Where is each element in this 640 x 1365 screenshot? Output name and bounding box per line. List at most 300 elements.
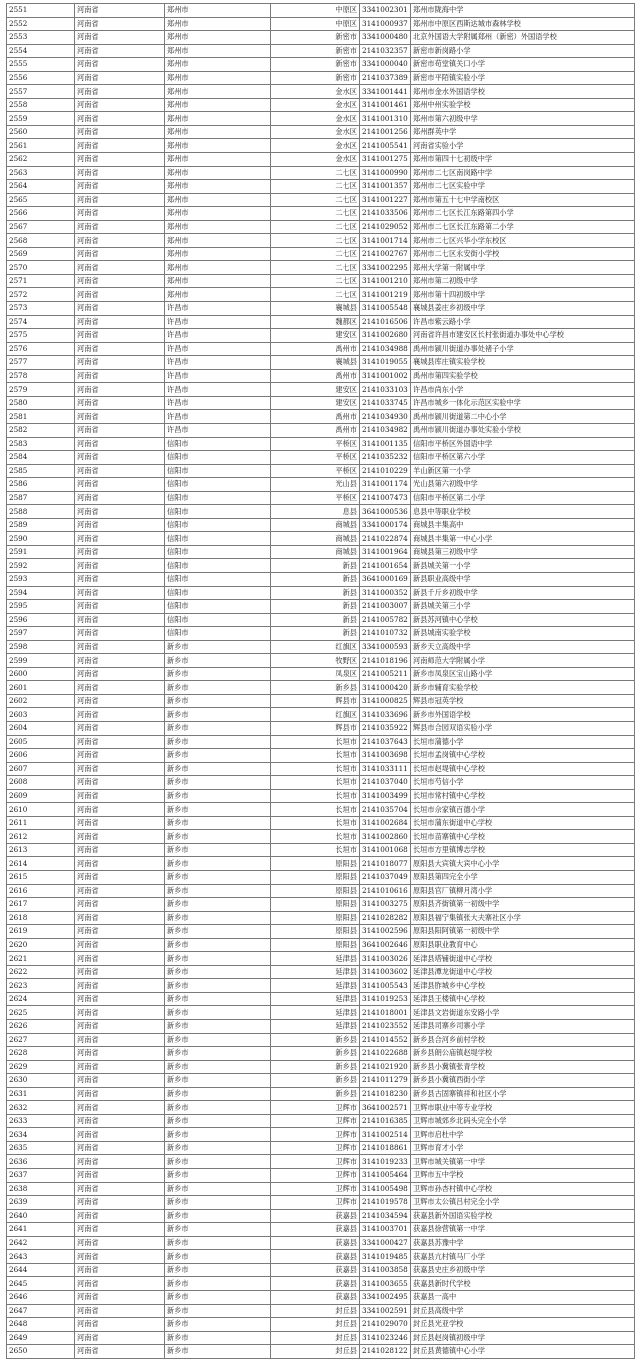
school-name-cell: 新乡县小冀镇张青学校: [411, 1060, 635, 1074]
row-number-cell: 2602: [7, 694, 75, 708]
province-cell: 河南省: [75, 600, 165, 614]
district-cell: 商城县: [271, 545, 360, 559]
district-cell: 二七区: [271, 180, 360, 194]
school-code-cell: 3141002596: [360, 925, 411, 939]
district-cell: 红旗区: [271, 708, 360, 722]
district-cell: 二七区: [271, 247, 360, 261]
school-name-cell: 卫辉市职业中等专业学校: [411, 1101, 635, 1115]
table-row: [7, 965, 635, 979]
district-cell: 牧野区: [271, 654, 360, 668]
province-cell: 河南省: [75, 640, 165, 654]
row-number-cell: 2603: [7, 708, 75, 722]
school-name-cell: 新县城关第三小学: [411, 600, 635, 614]
table-row: [7, 1263, 635, 1277]
row-number-cell: 2574: [7, 315, 75, 329]
city-cell: 许昌市: [165, 342, 271, 356]
city-cell: 信阳市: [165, 572, 271, 586]
row-number-cell: 2556: [7, 71, 75, 85]
district-cell: 延津县: [271, 992, 360, 1006]
district-cell: 新密市: [271, 71, 360, 85]
province-cell: 河南省: [75, 1006, 165, 1020]
table-row: [7, 884, 635, 898]
school-name-cell: 卫辉市五中学校: [411, 1169, 635, 1183]
district-cell: 新县: [271, 613, 360, 627]
school-code-cell: 2141005541: [360, 139, 411, 153]
district-cell: 二七区: [271, 166, 360, 180]
school-name-cell: 郑州市第六初级中学: [411, 112, 635, 126]
school-code-cell: 3141005543: [360, 979, 411, 993]
row-number-cell: 2607: [7, 762, 75, 776]
province-cell: 河南省: [75, 274, 165, 288]
school-code-cell: 3341000480: [360, 31, 411, 45]
row-number-cell: 2632: [7, 1101, 75, 1115]
city-cell: 新乡市: [165, 640, 271, 654]
school-code-cell: 2141010616: [360, 884, 411, 898]
city-cell: 新乡市: [165, 776, 271, 790]
province-cell: 河南省: [75, 153, 165, 167]
table-row: [7, 518, 635, 532]
city-cell: 许昌市: [165, 396, 271, 410]
school-code-cell: 2141035232: [360, 451, 411, 465]
school-name-cell: 延津县潭龙街道中心学校: [411, 965, 635, 979]
table-row: [7, 1290, 635, 1304]
row-number-cell: 2633: [7, 1114, 75, 1128]
row-number-cell: 2643: [7, 1250, 75, 1264]
district-cell: 长垣市: [271, 776, 360, 790]
province-cell: 河南省: [75, 572, 165, 586]
province-cell: 河南省: [75, 1209, 165, 1223]
school-name-cell: 卫辉市城郊乡北码头完全小学: [411, 1114, 635, 1128]
school-name-cell: 长垣市佘家镇百德小学: [411, 803, 635, 817]
school-code-cell: 3341000593: [360, 640, 411, 654]
school-name-cell: 获嘉县新外国语实验学校: [411, 1209, 635, 1223]
province-cell: 河南省: [75, 17, 165, 31]
table-row: [7, 654, 635, 668]
school-code-cell: 2141005211: [360, 667, 411, 681]
table-row: [7, 803, 635, 817]
school-code-cell: 2141002767: [360, 247, 411, 261]
district-cell: 卫辉市: [271, 1155, 360, 1169]
city-cell: 新乡市: [165, 1033, 271, 1047]
province-cell: 河南省: [75, 979, 165, 993]
row-number-cell: 2637: [7, 1169, 75, 1183]
city-cell: 新乡市: [165, 1114, 271, 1128]
table-row: [7, 925, 635, 939]
school-name-cell: 卫辉市孙杏村镇中心学校: [411, 1182, 635, 1196]
school-name-cell: 禹州市颍川街道办事处实验小学校: [411, 423, 635, 437]
school-code-cell: 3141033111: [360, 762, 411, 776]
row-number-cell: 2606: [7, 749, 75, 763]
city-cell: 新乡市: [165, 816, 271, 830]
district-cell: 原阳县: [271, 925, 360, 939]
province-cell: 河南省: [75, 708, 165, 722]
city-cell: 新乡市: [165, 721, 271, 735]
city-cell: 郑州市: [165, 85, 271, 99]
city-cell: 郑州市: [165, 139, 271, 153]
province-cell: 河南省: [75, 4, 165, 18]
province-cell: 河南省: [75, 315, 165, 329]
school-code-cell: 3141001135: [360, 437, 411, 451]
row-number-cell: 2592: [7, 559, 75, 573]
row-number-cell: 2638: [7, 1182, 75, 1196]
school-code-cell: 3341001441: [360, 85, 411, 99]
school-code-cell: 2141018230: [360, 1087, 411, 1101]
district-cell: 长垣市: [271, 789, 360, 803]
row-number-cell: 2571: [7, 274, 75, 288]
table-row: [7, 112, 635, 126]
city-cell: 新乡市: [165, 1263, 271, 1277]
district-cell: 红旗区: [271, 640, 360, 654]
table-row: [7, 613, 635, 627]
city-cell: 新乡市: [165, 681, 271, 695]
city-cell: 新乡市: [165, 1196, 271, 1210]
school-name-cell: 郑州市二七区兴华小学东校区: [411, 234, 635, 248]
school-name-cell: 禹州市颍川街道办事处褚子小学: [411, 342, 635, 356]
district-cell: 卫辉市: [271, 1169, 360, 1183]
province-cell: 河南省: [75, 545, 165, 559]
province-cell: 河南省: [75, 1020, 165, 1034]
city-cell: 郑州市: [165, 180, 271, 194]
school-code-cell: 2141018077: [360, 857, 411, 871]
row-number-cell: 2609: [7, 789, 75, 803]
city-cell: 新乡市: [165, 1345, 271, 1359]
row-number-cell: 2644: [7, 1263, 75, 1277]
school-code-cell: 3141003602: [360, 965, 411, 979]
province-cell: 河南省: [75, 139, 165, 153]
school-name-cell: 封丘县黄德镇中心小学: [411, 1345, 635, 1359]
city-cell: 信阳市: [165, 532, 271, 546]
row-number-cell: 2624: [7, 992, 75, 1006]
school-code-cell: 2141019578: [360, 1196, 411, 1210]
province-cell: 河南省: [75, 613, 165, 627]
table-row: [7, 735, 635, 749]
school-name-cell: 长垣市孟岗镇中心学校: [411, 749, 635, 763]
school-code-cell: 2141029052: [360, 220, 411, 234]
province-cell: 河南省: [75, 505, 165, 519]
school-name-cell: 北京外国语大学附属郑州（新密）外国语学校: [411, 31, 635, 45]
school-code-cell: 2141034988: [360, 342, 411, 356]
province-cell: 河南省: [75, 532, 165, 546]
table-row: [7, 247, 635, 261]
school-name-cell: 卫辉市太公镇吕村完全小学: [411, 1196, 635, 1210]
province-cell: 河南省: [75, 166, 165, 180]
city-cell: 新乡市: [165, 1209, 271, 1223]
row-number-cell: 2611: [7, 816, 75, 830]
province-cell: 河南省: [75, 491, 165, 505]
row-number-cell: 2566: [7, 207, 75, 221]
table-row: [7, 952, 635, 966]
province-cell: 河南省: [75, 1101, 165, 1115]
row-number-cell: 2580: [7, 396, 75, 410]
school-code-cell: 2141037643: [360, 735, 411, 749]
table-row: [7, 437, 635, 451]
city-cell: 许昌市: [165, 383, 271, 397]
school-code-cell: 3141005498: [360, 1182, 411, 1196]
school-name-cell: 商城县丰集第一中心小学: [411, 532, 635, 546]
province-cell: 河南省: [75, 843, 165, 857]
school-name-cell: 新乡县合河乡前村学校: [411, 1033, 635, 1047]
city-cell: 新乡市: [165, 1020, 271, 1034]
table-row: [7, 586, 635, 600]
row-number-cell: 2559: [7, 112, 75, 126]
province-cell: 河南省: [75, 1047, 165, 1061]
province-cell: 河南省: [75, 1087, 165, 1101]
province-cell: 河南省: [75, 803, 165, 817]
school-code-cell: 3141001227: [360, 193, 411, 207]
table-row: [7, 234, 635, 248]
province-cell: 河南省: [75, 356, 165, 370]
city-cell: 信阳市: [165, 464, 271, 478]
city-cell: 新乡市: [165, 925, 271, 939]
school-name-cell: 许昌市紫云路小学: [411, 315, 635, 329]
city-cell: 新乡市: [165, 1331, 271, 1345]
city-cell: 信阳市: [165, 600, 271, 614]
city-cell: 郑州市: [165, 207, 271, 221]
school-code-cell: 2141010732: [360, 627, 411, 641]
city-cell: 郑州市: [165, 44, 271, 58]
school-code-cell: 2141011279: [360, 1074, 411, 1088]
district-cell: 辉县市: [271, 694, 360, 708]
city-cell: 新乡市: [165, 898, 271, 912]
school-name-cell: 卫辉市城关镇第一中学: [411, 1155, 635, 1169]
school-name-cell: 延津县司寨乡司寨小学: [411, 1020, 635, 1034]
city-cell: 郑州市: [165, 112, 271, 126]
school-name-cell: 封丘县赵岗镇初级中学: [411, 1331, 635, 1345]
row-number-cell: 2640: [7, 1209, 75, 1223]
city-cell: 郑州市: [165, 220, 271, 234]
school-name-cell: 禹州市第四实验学校: [411, 369, 635, 383]
city-cell: 郑州市: [165, 71, 271, 85]
city-cell: 郑州市: [165, 274, 271, 288]
row-number-cell: 2593: [7, 572, 75, 586]
row-number-cell: 2577: [7, 356, 75, 370]
table-row: [7, 572, 635, 586]
city-cell: 新乡市: [165, 1074, 271, 1088]
school-code-cell: 2141021920: [360, 1060, 411, 1074]
school-name-cell: 原阳县第四完全小学: [411, 871, 635, 885]
school-code-cell: 3141019485: [360, 1250, 411, 1264]
row-number-cell: 2587: [7, 491, 75, 505]
city-cell: 许昌市: [165, 410, 271, 424]
district-cell: 长垣市: [271, 735, 360, 749]
school-name-cell: 郑州市第五十七中学南校区: [411, 193, 635, 207]
table-row: [7, 749, 635, 763]
row-number-cell: 2628: [7, 1047, 75, 1061]
province-cell: 河南省: [75, 898, 165, 912]
province-cell: 河南省: [75, 247, 165, 261]
row-number-cell: 2562: [7, 153, 75, 167]
school-name-cell: 郑州市第二初级中学: [411, 274, 635, 288]
table-row: [7, 302, 635, 316]
school-code-cell: 2141003007: [360, 600, 411, 614]
province-cell: 河南省: [75, 1141, 165, 1155]
row-number-cell: 2594: [7, 586, 75, 600]
school-code-cell: 3341002591: [360, 1304, 411, 1318]
district-cell: 辉县市: [271, 721, 360, 735]
table-row: [7, 261, 635, 275]
school-code-cell: 2141035704: [360, 803, 411, 817]
province-cell: 河南省: [75, 1155, 165, 1169]
table-row: [7, 329, 635, 343]
district-cell: 金水区: [271, 139, 360, 153]
province-cell: 河南省: [75, 1128, 165, 1142]
table-row: [7, 776, 635, 790]
school-name-cell: 封丘县高级中学: [411, 1304, 635, 1318]
province-cell: 河南省: [75, 1250, 165, 1264]
table-row: [7, 1020, 635, 1034]
city-cell: 信阳市: [165, 613, 271, 627]
school-code-cell: 2141033506: [360, 207, 411, 221]
table-row: [7, 559, 635, 573]
city-cell: 信阳市: [165, 586, 271, 600]
district-cell: 长垣市: [271, 749, 360, 763]
table-row: [7, 1101, 635, 1115]
school-list-table: [6, 3, 635, 1359]
province-cell: 河南省: [75, 207, 165, 221]
city-cell: 郑州市: [165, 98, 271, 112]
city-cell: 新乡市: [165, 952, 271, 966]
school-name-cell: 郑州市第十四初级中学: [411, 288, 635, 302]
table-row: [7, 193, 635, 207]
province-cell: 河南省: [75, 234, 165, 248]
district-cell: 卫辉市: [271, 1101, 360, 1115]
district-cell: 获嘉县: [271, 1250, 360, 1264]
table-row: [7, 423, 635, 437]
school-name-cell: 获嘉县亢村镇马厂小学: [411, 1250, 635, 1264]
row-number-cell: 2613: [7, 843, 75, 857]
school-name-cell: 郑州市二七区南岗路中学: [411, 166, 635, 180]
table-row: [7, 1196, 635, 1210]
district-cell: 金水区: [271, 153, 360, 167]
province-cell: 河南省: [75, 1196, 165, 1210]
city-cell: 新乡市: [165, 1155, 271, 1169]
school-code-cell: 2141007473: [360, 491, 411, 505]
row-number-cell: 2551: [7, 4, 75, 18]
row-number-cell: 2560: [7, 125, 75, 139]
school-code-cell: 3141003701: [360, 1223, 411, 1237]
row-number-cell: 2554: [7, 44, 75, 58]
school-code-cell: 2141005782: [360, 613, 411, 627]
table-row: [7, 288, 635, 302]
row-number-cell: 2589: [7, 518, 75, 532]
province-cell: 河南省: [75, 193, 165, 207]
province-cell: 河南省: [75, 302, 165, 316]
school-code-cell: 3141033696: [360, 708, 411, 722]
school-code-cell: 3141001275: [360, 153, 411, 167]
school-code-cell: 3641002646: [360, 938, 411, 952]
row-number-cell: 2570: [7, 261, 75, 275]
school-code-cell: 3141001219: [360, 288, 411, 302]
row-number-cell: 2646: [7, 1290, 75, 1304]
province-cell: 河南省: [75, 925, 165, 939]
row-number-cell: 2650: [7, 1345, 75, 1359]
district-cell: 获嘉县: [271, 1236, 360, 1250]
school-code-cell: 3641002571: [360, 1101, 411, 1115]
table-row: [7, 600, 635, 614]
school-name-cell: 获嘉县一高中: [411, 1290, 635, 1304]
city-cell: 新乡市: [165, 1236, 271, 1250]
district-cell: 新乡县: [271, 1087, 360, 1101]
district-cell: 二七区: [271, 288, 360, 302]
city-cell: 新乡市: [165, 1182, 271, 1196]
school-name-cell: 获嘉县史庄乡初级中学: [411, 1263, 635, 1277]
province-cell: 河南省: [75, 451, 165, 465]
district-cell: 封丘县: [271, 1318, 360, 1332]
row-number-cell: 2639: [7, 1196, 75, 1210]
school-name-cell: 郑州中州实验学校: [411, 98, 635, 112]
school-code-cell: 2141023552: [360, 1020, 411, 1034]
row-number-cell: 2583: [7, 437, 75, 451]
table-row: [7, 1250, 635, 1264]
province-cell: 河南省: [75, 1277, 165, 1291]
school-name-cell: 长垣市方里镇博志学校: [411, 843, 635, 857]
province-cell: 河南省: [75, 871, 165, 885]
table-row: [7, 1033, 635, 1047]
city-cell: 信阳市: [165, 518, 271, 532]
school-code-cell: 3141000937: [360, 17, 411, 31]
city-cell: 郑州市: [165, 58, 271, 72]
district-cell: 凤泉区: [271, 667, 360, 681]
city-cell: 新乡市: [165, 884, 271, 898]
district-cell: 建安区: [271, 383, 360, 397]
school-code-cell: 3141003275: [360, 898, 411, 912]
table-row: [7, 451, 635, 465]
row-number-cell: 2614: [7, 857, 75, 871]
district-cell: 延津县: [271, 979, 360, 993]
province-cell: 河南省: [75, 1318, 165, 1332]
province-cell: 河南省: [75, 112, 165, 126]
province-cell: 河南省: [75, 31, 165, 45]
school-name-cell: 长垣市常村镇中心学校: [411, 789, 635, 803]
school-name-cell: 新乡县小冀镇西街小学: [411, 1074, 635, 1088]
district-cell: 长垣市: [271, 816, 360, 830]
school-code-cell: 3341002495: [360, 1290, 411, 1304]
province-cell: 河南省: [75, 1331, 165, 1345]
district-cell: 原阳县: [271, 884, 360, 898]
school-name-cell: 禹州市颍川街道第二中心小学: [411, 410, 635, 424]
school-code-cell: 2141037040: [360, 776, 411, 790]
table-row: [7, 356, 635, 370]
school-code-cell: 3141001461: [360, 98, 411, 112]
row-number-cell: 2576: [7, 342, 75, 356]
school-name-cell: 卫辉市启杜中学: [411, 1128, 635, 1142]
table-row: [7, 1114, 635, 1128]
table-row: [7, 1236, 635, 1250]
district-cell: 二七区: [271, 234, 360, 248]
school-name-cell: 郑州市二七区永安街小学校: [411, 247, 635, 261]
district-cell: 卫辉市: [271, 1141, 360, 1155]
row-number-cell: 2569: [7, 247, 75, 261]
province-cell: 河南省: [75, 1345, 165, 1359]
city-cell: 新乡市: [165, 1169, 271, 1183]
district-cell: 封丘县: [271, 1304, 360, 1318]
table-row: [7, 1141, 635, 1155]
row-number-cell: 2578: [7, 369, 75, 383]
province-cell: 河南省: [75, 965, 165, 979]
school-code-cell: 3141002680: [360, 329, 411, 343]
province-cell: 河南省: [75, 1223, 165, 1237]
city-cell: 新乡市: [165, 1047, 271, 1061]
city-cell: 新乡市: [165, 803, 271, 817]
school-name-cell: 襄城县姜庄乡初级中学: [411, 302, 635, 316]
row-number-cell: 2622: [7, 965, 75, 979]
school-code-cell: 3141001002: [360, 369, 411, 383]
row-number-cell: 2618: [7, 911, 75, 925]
province-cell: 河南省: [75, 261, 165, 275]
province-cell: 河南省: [75, 789, 165, 803]
table-row: [7, 1128, 635, 1142]
city-cell: 许昌市: [165, 369, 271, 383]
